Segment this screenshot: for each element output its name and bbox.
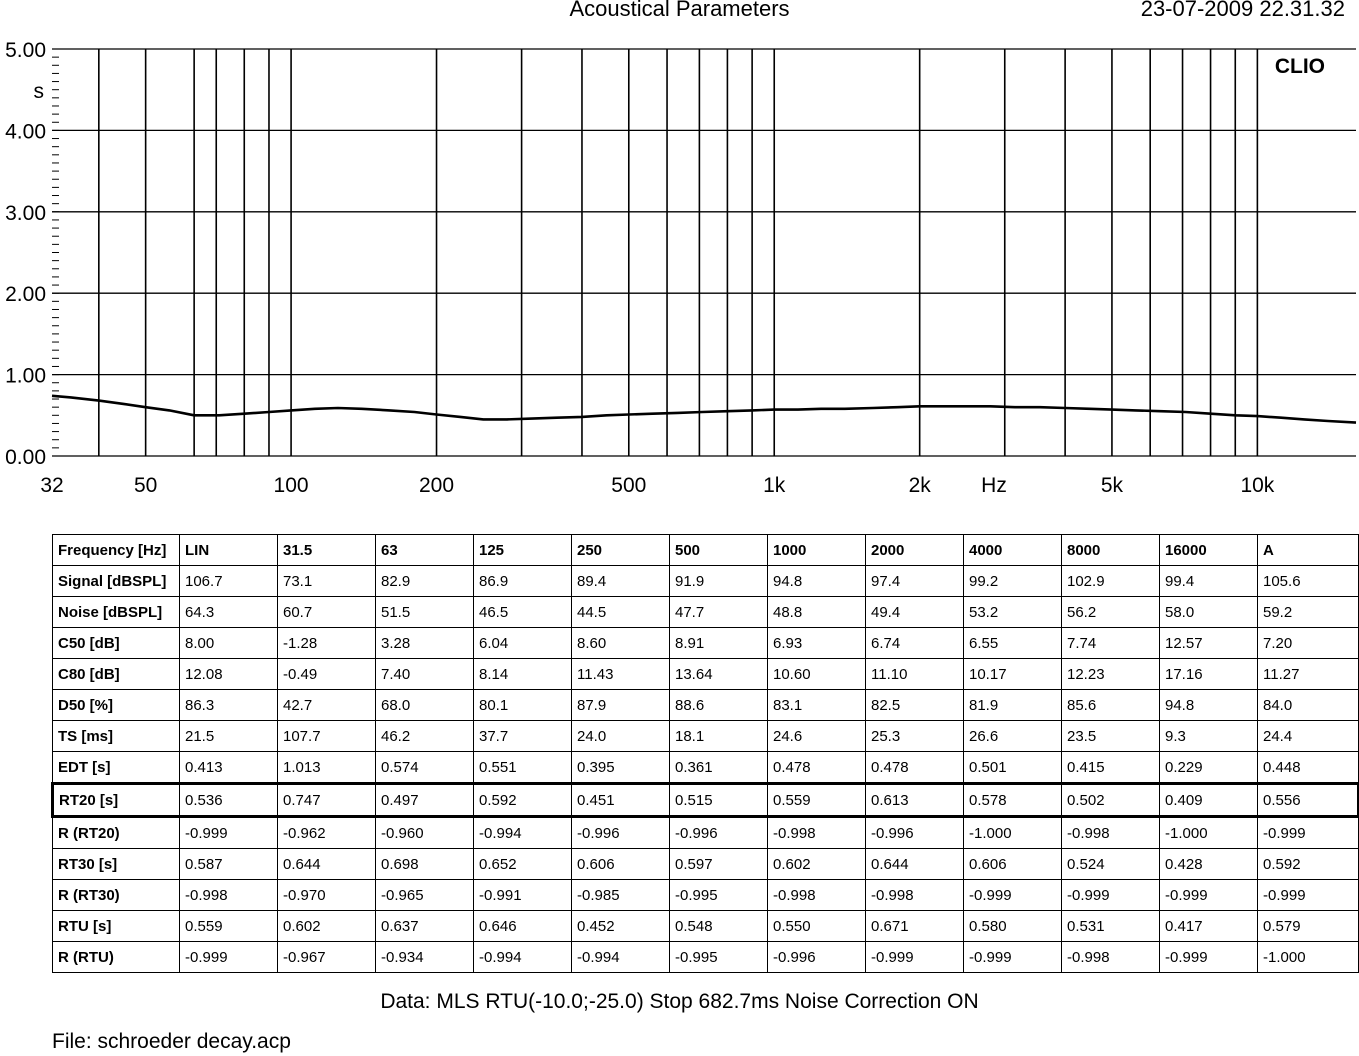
table-cell: 44.5 [572, 597, 670, 628]
table-row [53, 566, 1359, 597]
rt-curve [52, 396, 1356, 423]
table-cell: 80.1 [474, 690, 572, 721]
table-header-cell: A [1258, 535, 1359, 566]
table-cell: 0.602 [278, 911, 376, 942]
table-cell: -0.999 [964, 880, 1062, 911]
table-header-cell: 500 [670, 535, 768, 566]
table-row [53, 690, 1359, 721]
table-cell: 12.08 [180, 659, 278, 690]
table-cell: -1.000 [1160, 817, 1258, 849]
table-cell: -1.000 [964, 817, 1062, 849]
table-cell: 0.478 [768, 752, 866, 784]
table-cell: 0.606 [572, 849, 670, 880]
table-cell: 0.637 [376, 911, 474, 942]
table-row [53, 597, 1359, 628]
table-cell: 105.6 [1258, 566, 1359, 597]
table-cell: -0.998 [866, 880, 964, 911]
table-cell: 88.6 [670, 690, 768, 721]
table-cell: 0.613 [866, 784, 964, 817]
chart-title: Acoustical Parameters [569, 0, 790, 21]
table-cell: 0.478 [866, 752, 964, 784]
table-cell: 0.551 [474, 752, 572, 784]
table-cell: 8.60 [572, 628, 670, 659]
table-cell: 12.57 [1160, 628, 1258, 659]
table-cell: 0.644 [278, 849, 376, 880]
table-cell: 0.452 [572, 911, 670, 942]
table-cell: 97.4 [866, 566, 964, 597]
table-cell: -0.970 [278, 880, 376, 911]
table-cell: -0.999 [180, 817, 278, 849]
table-cell: 56.2 [1062, 597, 1160, 628]
table-header-cell: 2000 [866, 535, 964, 566]
table-cell: 82.5 [866, 690, 964, 721]
table-cell: 8.14 [474, 659, 572, 690]
table-cell: 49.4 [866, 597, 964, 628]
table-cell: 0.602 [768, 849, 866, 880]
table-cell: 0.592 [1258, 849, 1359, 880]
table-cell: 102.9 [1062, 566, 1160, 597]
x-tick-label: 1k [763, 474, 786, 497]
table-cell: 10.60 [768, 659, 866, 690]
table-cell: -0.994 [572, 942, 670, 973]
measurement-info: Data: MLS RTU(-10.0;-25.0) Stop 682.7ms Noise Correction ON [380, 990, 979, 1013]
table-cell: 46.5 [474, 597, 572, 628]
row-label: R (RTU) [53, 942, 180, 973]
table-cell: 0.417 [1160, 911, 1258, 942]
table-cell: 0.451 [572, 784, 670, 817]
table-row [53, 942, 1359, 973]
table-cell: 47.7 [670, 597, 768, 628]
table-cell: -0.996 [670, 817, 768, 849]
table-cell: 11.27 [1258, 659, 1359, 690]
x-tick-label: 10k [1240, 474, 1275, 497]
table-cell: 6.93 [768, 628, 866, 659]
table-cell: 0.574 [376, 752, 474, 784]
table-cell: 60.7 [278, 597, 376, 628]
table-cell: 107.7 [278, 721, 376, 752]
table-cell: -0.985 [572, 880, 670, 911]
table-row [53, 849, 1359, 880]
row-label: RT20 [s] [53, 784, 180, 817]
table-cell: 0.531 [1062, 911, 1160, 942]
table-cell: 0.606 [964, 849, 1062, 880]
table-cell: 46.2 [376, 721, 474, 752]
table-cell: 73.1 [278, 566, 376, 597]
table-cell: 0.448 [1258, 752, 1359, 784]
table-row [53, 784, 1359, 817]
table-cell: 86.3 [180, 690, 278, 721]
table-cell: 0.497 [376, 784, 474, 817]
table-cell: 37.7 [474, 721, 572, 752]
table-header-cell: 16000 [1160, 535, 1258, 566]
table-row [53, 721, 1359, 752]
table-cell: 0.747 [278, 784, 376, 817]
table-cell: 7.40 [376, 659, 474, 690]
table-cell: -0.996 [572, 817, 670, 849]
table-header-cell: 63 [376, 535, 474, 566]
table-cell: 26.6 [964, 721, 1062, 752]
timestamp: 23-07-2009 22.31.32 [1140, 0, 1345, 21]
table-header-cell: 8000 [1062, 535, 1160, 566]
table-cell: -0.998 [768, 817, 866, 849]
table-cell: -1.000 [1258, 942, 1359, 973]
table-header-row [53, 535, 1359, 566]
table-cell: 0.550 [768, 911, 866, 942]
table-cell: 0.644 [866, 849, 964, 880]
row-label: TS [ms] [53, 721, 180, 752]
table-cell: -0.967 [278, 942, 376, 973]
x-tick-label: 500 [611, 474, 647, 497]
table-cell: -0.991 [474, 880, 572, 911]
table-cell: -0.962 [278, 817, 376, 849]
table-cell: 7.20 [1258, 628, 1359, 659]
x-tick-label: 50 [133, 474, 158, 497]
table-cell: -1.28 [278, 628, 376, 659]
row-label: C80 [dB] [53, 659, 180, 690]
table-cell: -0.999 [866, 942, 964, 973]
table-cell: 68.0 [376, 690, 474, 721]
table-cell: 6.55 [964, 628, 1062, 659]
table-cell: 0.671 [866, 911, 964, 942]
table-cell: 11.10 [866, 659, 964, 690]
table-row [53, 659, 1359, 690]
row-label: RTU [s] [53, 911, 180, 942]
y-axis-unit: s [33, 80, 44, 103]
table-cell: -0.999 [1160, 880, 1258, 911]
x-tick-label: 200 [419, 474, 455, 497]
table-cell: 0.501 [964, 752, 1062, 784]
table-header-cell: 4000 [964, 535, 1062, 566]
table-cell: 10.17 [964, 659, 1062, 690]
table-cell: 99.2 [964, 566, 1062, 597]
table-cell: 0.556 [1258, 784, 1359, 817]
y-tick-label: 1.00 [5, 364, 46, 388]
row-label: EDT [s] [53, 752, 180, 784]
table-cell: 0.502 [1062, 784, 1160, 817]
table-cell: 58.0 [1160, 597, 1258, 628]
table-cell: -0.998 [768, 880, 866, 911]
table-cell: 0.592 [474, 784, 572, 817]
table-cell: 87.9 [572, 690, 670, 721]
row-label: D50 [%] [53, 690, 180, 721]
y-tick-label: 3.00 [5, 201, 46, 225]
table-cell: 3.28 [376, 628, 474, 659]
table-cell: 0.559 [180, 911, 278, 942]
table-cell: 9.3 [1160, 721, 1258, 752]
table-cell: 6.74 [866, 628, 964, 659]
table-cell: -0.999 [180, 942, 278, 973]
table-header-cell: 125 [474, 535, 572, 566]
x-tick-label: 5k [1100, 474, 1124, 497]
table-cell: 0.428 [1160, 849, 1258, 880]
table-cell: 106.7 [180, 566, 278, 597]
table-cell: -0.994 [474, 817, 572, 849]
table-cell: 12.23 [1062, 659, 1160, 690]
table-cell: 6.04 [474, 628, 572, 659]
x-tick-label: 32 [40, 474, 64, 497]
table-cell: 25.3 [866, 721, 964, 752]
table-cell: -0.995 [670, 942, 768, 973]
table-cell: -0.994 [474, 942, 572, 973]
table-cell: -0.960 [376, 817, 474, 849]
table-row [53, 880, 1359, 911]
table-cell: 24.4 [1258, 721, 1359, 752]
table-cell: 0.652 [474, 849, 572, 880]
table-cell: 51.5 [376, 597, 474, 628]
x-tick-label: 2k [908, 474, 931, 497]
table-cell: 0.415 [1062, 752, 1160, 784]
table-cell: 13.64 [670, 659, 768, 690]
table-cell: 82.9 [376, 566, 474, 597]
table-cell: 11.43 [572, 659, 670, 690]
table-cell: -0.996 [866, 817, 964, 849]
table-cell: -0.999 [1160, 942, 1258, 973]
table-cell: 8.00 [180, 628, 278, 659]
table-cell: 0.579 [1258, 911, 1359, 942]
table-cell: 0.536 [180, 784, 278, 817]
table-cell: -0.999 [1062, 880, 1160, 911]
table-cell: 42.7 [278, 690, 376, 721]
table-cell: -0.996 [768, 942, 866, 973]
table-cell: 0.409 [1160, 784, 1258, 817]
table-cell: 0.361 [670, 752, 768, 784]
table-cell: 17.16 [1160, 659, 1258, 690]
table-cell: 83.1 [768, 690, 866, 721]
table-cell: 0.515 [670, 784, 768, 817]
table-cell: 53.2 [964, 597, 1062, 628]
table-cell: 94.8 [1160, 690, 1258, 721]
table-row [53, 817, 1359, 849]
table-header-cell: Frequency [Hz] [53, 535, 180, 566]
table-cell: 0.646 [474, 911, 572, 942]
row-label: R (RT20) [53, 817, 180, 849]
table-cell: 0.413 [180, 752, 278, 784]
table-cell: -0.998 [180, 880, 278, 911]
table-cell: 24.6 [768, 721, 866, 752]
row-label: RT30 [s] [53, 849, 180, 880]
table-cell: 1.013 [278, 752, 376, 784]
table-cell: 99.4 [1160, 566, 1258, 597]
table-cell: -0.998 [1062, 817, 1160, 849]
table-header-cell: 250 [572, 535, 670, 566]
row-label: C50 [dB] [53, 628, 180, 659]
table-cell: 0.580 [964, 911, 1062, 942]
table-cell: 64.3 [180, 597, 278, 628]
y-tick-label: 5.00 [5, 39, 46, 62]
table-cell: -0.999 [1258, 817, 1359, 849]
table-cell: 0.229 [1160, 752, 1258, 784]
table-cell: 0.524 [1062, 849, 1160, 880]
table-cell: -0.49 [278, 659, 376, 690]
decay-chart [0, 0, 1359, 500]
table-cell: 94.8 [768, 566, 866, 597]
table-cell: 23.5 [1062, 721, 1160, 752]
x-tick-label: 100 [273, 474, 309, 497]
table-cell: 0.698 [376, 849, 474, 880]
table-row [53, 628, 1359, 659]
table-cell: -0.999 [964, 942, 1062, 973]
clio-brand: CLIO [1274, 55, 1325, 78]
row-label: R (RT30) [53, 880, 180, 911]
table-cell: 81.9 [964, 690, 1062, 721]
table-cell: 86.9 [474, 566, 572, 597]
table-cell: -0.965 [376, 880, 474, 911]
table-cell: 7.74 [1062, 628, 1160, 659]
y-tick-label: 4.00 [5, 120, 46, 144]
table-header-cell: 31.5 [278, 535, 376, 566]
table-cell: 0.578 [964, 784, 1062, 817]
table-cell: 18.1 [670, 721, 768, 752]
table-header-cell: 1000 [768, 535, 866, 566]
table-cell: 91.9 [670, 566, 768, 597]
table-header-cell: LIN [180, 535, 278, 566]
table-row [53, 752, 1359, 784]
y-tick-label: 2.00 [5, 283, 46, 307]
table-cell: -0.934 [376, 942, 474, 973]
y-tick-label: 0.00 [5, 446, 46, 469]
table-cell: -0.995 [670, 880, 768, 911]
table-cell: -0.999 [1258, 880, 1359, 911]
table-cell: 48.8 [768, 597, 866, 628]
x-axis-unit: Hz [981, 474, 1007, 497]
table-cell: -0.998 [1062, 942, 1160, 973]
table-cell: 89.4 [572, 566, 670, 597]
table-cell: 85.6 [1062, 690, 1160, 721]
parameters-table [51, 534, 1359, 973]
table-cell: 0.559 [768, 784, 866, 817]
table-cell: 59.2 [1258, 597, 1359, 628]
table-cell: 0.587 [180, 849, 278, 880]
table-cell: 0.597 [670, 849, 768, 880]
row-label: Signal [dBSPL] [53, 566, 180, 597]
table-cell: 0.395 [572, 752, 670, 784]
table-cell: 0.548 [670, 911, 768, 942]
table-cell: 8.91 [670, 628, 768, 659]
table-cell: 84.0 [1258, 690, 1359, 721]
table-cell: 21.5 [180, 721, 278, 752]
file-name: File: schroeder decay.acp [52, 1030, 291, 1053]
table-row [53, 911, 1359, 942]
table-cell: 24.0 [572, 721, 670, 752]
row-label: Noise [dBSPL] [53, 597, 180, 628]
